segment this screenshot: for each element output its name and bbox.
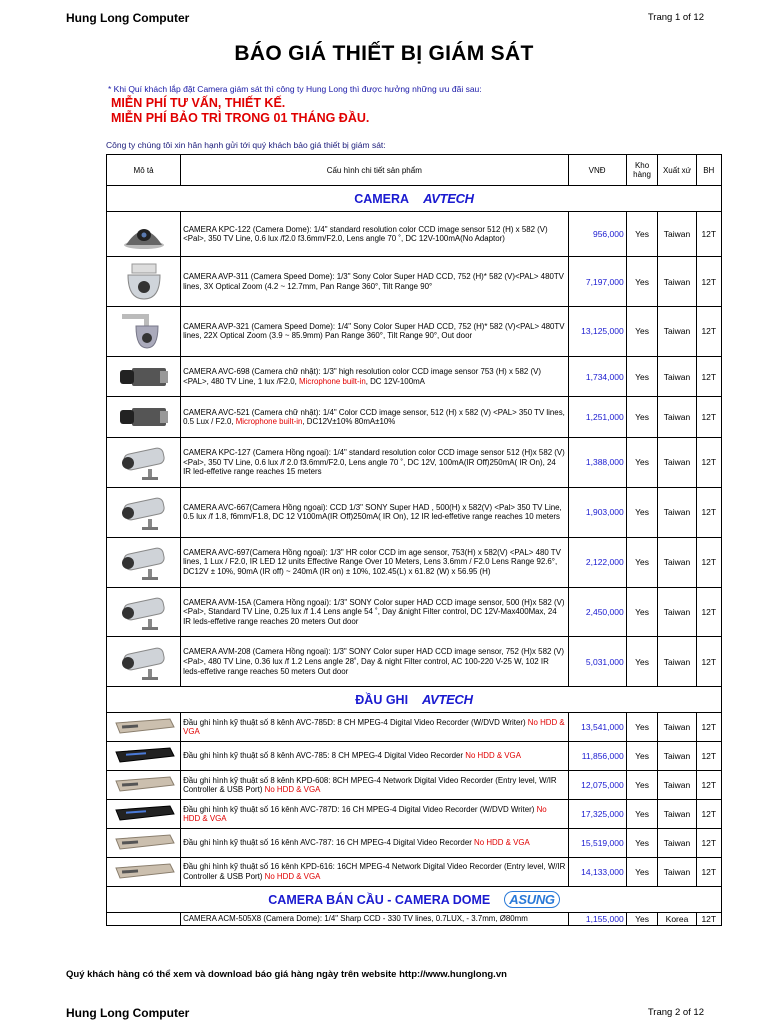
table-row	[107, 257, 722, 307]
product-stock: Yes	[626, 713, 658, 742]
table-row	[107, 771, 722, 800]
box-camera-icon	[109, 400, 178, 434]
product-price: 2,450,000	[568, 587, 626, 637]
section-title: ĐẦU GHI	[355, 693, 409, 708]
product-price: 13,541,000	[568, 713, 626, 742]
dome-camera-icon	[109, 215, 178, 253]
table-row	[107, 637, 722, 687]
product-stock: Yes	[626, 212, 658, 257]
table-row	[107, 212, 722, 257]
free-maintenance: MIỄN PHÍ BẢO TRÌ TRONG 01 THÁNG ĐẦU.	[111, 111, 370, 125]
product-origin: Taiwan	[658, 257, 696, 307]
brand-logo: ASUNG	[504, 891, 559, 908]
header-price: VNĐ	[568, 155, 626, 186]
product-origin: Taiwan	[658, 800, 696, 829]
next-page-number: Trang 2 of 12	[647, 1007, 704, 1018]
page-number: Trang 1 of 12	[647, 12, 704, 23]
product-desc	[181, 212, 568, 257]
product-warranty: 12T	[696, 438, 721, 488]
product-image-cell	[107, 858, 181, 887]
product-image-cell	[107, 438, 181, 488]
product-desc	[181, 587, 568, 637]
product-stock: Yes	[626, 800, 658, 829]
product-warranty: 12T	[696, 742, 721, 771]
product-desc	[181, 742, 568, 771]
table-row	[107, 356, 722, 397]
table-row	[107, 587, 722, 637]
product-price: 11,856,000	[568, 742, 626, 771]
product-desc	[181, 913, 568, 926]
product-desc	[181, 537, 568, 587]
product-stock: Yes	[626, 587, 658, 637]
product-price: 17,325,000	[568, 800, 626, 829]
product-stock: Yes	[626, 307, 658, 357]
product-origin: Taiwan	[658, 829, 696, 858]
price-table	[106, 154, 722, 926]
table-row	[107, 487, 722, 537]
section-title-cell	[107, 887, 722, 913]
product-image-cell	[107, 356, 181, 397]
header-origin: Xuất xứ	[658, 155, 696, 186]
table-row	[107, 713, 722, 742]
product-note-red: Microphone built-in	[235, 417, 303, 427]
product-stock: Yes	[626, 771, 658, 800]
product-image-cell	[107, 742, 181, 771]
product-price: 15,519,000	[568, 829, 626, 858]
dvr-silver-icon	[109, 831, 178, 855]
product-stock: Yes	[626, 438, 658, 488]
dvr-silver-icon	[109, 773, 178, 797]
product-origin: Taiwan	[658, 307, 696, 357]
product-stock: Yes	[626, 257, 658, 307]
product-desc	[181, 771, 568, 800]
product-stock: Yes	[626, 637, 658, 687]
product-warranty: 12T	[696, 637, 721, 687]
product-desc-text: Đầu ghi hình kỹ thuật số 8 kênh AVC-785D: 8 CH MPEG-4 Digital Video Recorder (W/DVD Writer)	[183, 717, 528, 727]
product-image-cell	[107, 713, 181, 742]
product-warranty: 12T	[696, 858, 721, 887]
product-origin: Taiwan	[658, 212, 696, 257]
product-warranty: 12T	[696, 257, 721, 307]
product-stock: Yes	[626, 858, 658, 887]
table-row	[107, 913, 722, 926]
product-image-cell	[107, 257, 181, 307]
product-desc-text: Đầu ghi hình kỹ thuật số 8 kênh AVC-785: 8 CH MPEG-4 Digital Video Recorder	[183, 751, 466, 761]
product-desc-text: CAMERA AVM-208 (Camera Hồng ngoại): 1/3" SONY Color super HAD CCD image sensor, 752 (H)x 582 (V)<Pal>, 480 TV Line, 0.36 lux /f 1.2 Lens angle 28˚, Day & night Filter control, AC 100-220 V-25 W, 102 IR leds-effetive range reaches 50 meters Out door	[183, 647, 565, 676]
product-stock: Yes	[626, 356, 658, 397]
product-price: 13,125,000	[568, 307, 626, 357]
product-note-red: No HDD & VGA	[264, 785, 321, 795]
product-stock: Yes	[626, 829, 658, 858]
product-origin: Taiwan	[658, 858, 696, 887]
product-price: 7,197,000	[568, 257, 626, 307]
product-origin: Taiwan	[658, 537, 696, 587]
product-warranty: 12T	[696, 713, 721, 742]
product-image-cell	[107, 771, 181, 800]
product-desc-text: CAMERA AVC-667(Camera Hồng ngoại): CCD 1/3" SONY Super HAD , 500(H) x 582(V) <Pal> 350 TV Line, 0.5 lux /f 1.8, f6mm/F1.8, DC 12 V100mA(IR Off)250mA( IR On), 12 IR led-effetive range reaches 10 meters	[183, 502, 562, 522]
promo-note: * Khi Quí khách lắp đặt Camera giám sát thì công ty Hung Long thì được hưởng những ưu đãi sau:	[108, 84, 482, 94]
section-header-row	[107, 887, 722, 913]
product-image-cell	[107, 829, 181, 858]
product-origin: Taiwan	[658, 356, 696, 397]
product-desc	[181, 800, 568, 829]
product-origin: Taiwan	[658, 713, 696, 742]
box-camera-icon	[109, 360, 178, 394]
product-origin: Korea	[658, 913, 696, 926]
product-note-red: No HDD & VGA	[183, 804, 547, 824]
product-origin: Taiwan	[658, 771, 696, 800]
product-desc	[181, 438, 568, 488]
product-desc-tail: , DC12V±10% 80mA±10%	[302, 417, 396, 427]
table-row	[107, 307, 722, 357]
product-price: 1,251,000	[568, 397, 626, 438]
product-warranty: 12T	[696, 771, 721, 800]
header-stock: Kho hàng	[626, 155, 658, 186]
product-origin: Taiwan	[658, 742, 696, 771]
product-desc-text: Đầu ghi hình kỹ thuật số 16 kênh KPD-616: 16CH MPEG-4 Network Digital Video Recorder (Entry level, W/IR Controller & USB Port)	[183, 862, 566, 882]
intro-text: Công ty chúng tôi xin hân hạnh gửi tới quý khách bảo giá thiết bị giám sát:	[106, 140, 386, 150]
section-title-cell	[107, 687, 722, 713]
outdoor-speed-dome-icon	[109, 310, 178, 352]
product-desc-text: Đầu ghi hình kỹ thuật số 8 kênh KPD-608: 8CH MPEG-4 Network Digital Video Recorder (Entry level, W/IR Controller & USB Port)	[183, 775, 557, 795]
section-title-cell	[107, 186, 722, 212]
product-desc-text: CAMERA AVM-15A (Camera Hồng ngoại): 1/3" SONY Color super HAD CCD image sensor, 500 (H)x 582 (V)<Pal>, Standard TV Line, 0.25 lux /f 1.4 Lens angle 54 ˚, Day &night Filter control, DC 12V-Max400Max, 24 IR leds-effetive range reaches 20 meters Out door	[183, 597, 565, 626]
brand-logo: AVTECH	[422, 692, 473, 708]
product-price: 1,388,000	[568, 438, 626, 488]
product-desc-text: Đầu ghi hình kỹ thuật số 16 kênh AVC-787: 16 CH MPEG-4 Digital Video Recorder	[183, 838, 475, 848]
next-page-header: Hung Long Computer	[66, 1006, 190, 1020]
dvr-black-icon	[109, 802, 178, 826]
table-row	[107, 800, 722, 829]
product-desc	[181, 356, 568, 397]
product-origin: Taiwan	[658, 487, 696, 537]
ir-bullet-camera-icon	[109, 591, 178, 633]
product-price: 5,031,000	[568, 637, 626, 687]
product-desc-text: CAMERA AVC-697(Camera Hồng ngoại): 1/3" HR color CCD im age sensor, 753(H) x 582(V) <PAL> 480 TV lines, 1 Lux / F2.0, IR LED 12 units Effective Range Over 10 Meters, Lens 3.6mm / F2.0 Lens Range 92.6°, DC12V ± 10%, 90mA (IR off) ~ 240mA (IR on) ± 10%, 102.45(L) x 61.82 (W) x 56.95 (H)	[183, 547, 561, 576]
header-config: Cấu hình chi tiết sản phẩm	[181, 155, 568, 186]
product-image-cell	[107, 800, 181, 829]
dvr-black-icon	[109, 744, 178, 768]
product-desc-text: Đầu ghi hình kỹ thuật số 16 kênh AVC-787D: 16 CH MPEG-4 Digital Video Recorder (W/DVD Writer)	[183, 804, 537, 814]
product-desc	[181, 829, 568, 858]
product-origin: Taiwan	[658, 397, 696, 438]
product-desc	[181, 397, 568, 438]
product-warranty: 12T	[696, 356, 721, 397]
product-warranty: 12T	[696, 537, 721, 587]
product-stock: Yes	[626, 397, 658, 438]
product-desc	[181, 257, 568, 307]
product-desc-tail: , DC 12V-100mA	[365, 376, 425, 386]
ir-bullet-camera-icon	[109, 541, 178, 583]
product-note-red: No HDD & VGA	[474, 838, 530, 848]
product-image-cell	[107, 637, 181, 687]
product-desc	[181, 487, 568, 537]
table-row	[107, 537, 722, 587]
product-origin: Taiwan	[658, 438, 696, 488]
product-stock: Yes	[626, 742, 658, 771]
product-note-red: No HDD & VGA	[465, 751, 521, 761]
product-desc-text: CAMERA AVC-698 (Camera chữ nhật): 1/3" high resolution color CCD image sensor 753 (H) x 582 (V)<PAL>, 480 TV Line, 1 lux /F2.0,	[183, 367, 541, 386]
product-image-cell	[107, 537, 181, 587]
ir-bullet-camera-icon	[109, 441, 178, 483]
product-origin: Taiwan	[658, 587, 696, 637]
product-image-cell	[107, 487, 181, 537]
section-header-row	[107, 186, 722, 212]
product-stock: Yes	[626, 487, 658, 537]
header-warranty: BH	[696, 155, 721, 186]
product-desc	[181, 307, 568, 357]
table-row	[107, 397, 722, 438]
table-header-row	[107, 155, 722, 186]
product-desc-text: CAMERA ACM-505X8 (Camera Dome): 1/4" Sharp CCD - 330 TV lines, 0.7LUX, - 3.7mm, Ø80mm	[183, 914, 528, 924]
section-header-row	[107, 687, 722, 713]
product-price: 12,075,000	[568, 771, 626, 800]
ir-bullet-camera-icon	[109, 641, 178, 683]
product-image-cell	[107, 397, 181, 438]
product-warranty: 12T	[696, 307, 721, 357]
product-warranty: 12T	[696, 800, 721, 829]
table-row	[107, 742, 722, 771]
header-desc: Mô tả	[107, 155, 181, 186]
product-warranty: 12T	[696, 212, 721, 257]
table-row	[107, 858, 722, 887]
page-title: BÁO GIÁ THIẾT BỊ GIÁM SÁT	[234, 42, 534, 65]
product-note-red: No HDD & VGA	[183, 717, 565, 737]
product-image-cell	[107, 913, 181, 926]
dvr-silver-icon	[109, 860, 178, 884]
product-price: 1,155,000	[568, 913, 626, 926]
brand-logo: AVTECH	[423, 191, 474, 206]
product-image-cell	[107, 587, 181, 637]
product-price: 2,122,000	[568, 537, 626, 587]
product-price: 1,903,000	[568, 487, 626, 537]
free-consulting: MIỄN PHÍ TƯ VẤN, THIẾT KẾ.	[111, 96, 286, 110]
section-title: CAMERA BÁN CẦU - CAMERA DOME	[268, 893, 491, 908]
product-warranty: 12T	[696, 913, 721, 926]
product-price: 14,133,000	[568, 858, 626, 887]
product-stock: Yes	[626, 537, 658, 587]
product-price: 1,734,000	[568, 356, 626, 397]
product-warranty: 12T	[696, 829, 721, 858]
company-header: Hung Long Computer	[66, 11, 190, 25]
speed-dome-camera-icon	[109, 261, 178, 303]
product-desc	[181, 637, 568, 687]
product-desc-text: CAMERA AVP-311 (Camera Speed Dome): 1/3" Sony Color Super HAD CCD, 752 (H)* 582 (V)<PAL> 480TV lines, 3X Optical Zoom (4.2 ~ 12.7mm, Pan Range 360°, Tilt Range 90°	[183, 272, 564, 291]
product-image-cell	[107, 212, 181, 257]
product-price: 956,000	[568, 212, 626, 257]
product-stock: Yes	[626, 913, 658, 926]
product-note-red: No HDD & VGA	[264, 872, 321, 882]
product-desc	[181, 713, 568, 742]
product-note-red: Microphone built-in	[299, 376, 366, 386]
ir-bullet-camera-icon	[109, 491, 178, 533]
product-desc	[181, 858, 568, 887]
table-row	[107, 829, 722, 858]
product-warranty: 12T	[696, 487, 721, 537]
product-warranty: 12T	[696, 587, 721, 637]
section-title: CAMERA	[354, 192, 410, 206]
product-origin: Taiwan	[658, 637, 696, 687]
product-desc-text: CAMERA AVC-521 (Camera chữ nhật): 1/4" Color CCD image sensor, 512 (H) x 582 (V) <PAL> 350 TV lines, 0.5 Lux / F2.0,	[183, 407, 565, 427]
footer-note: Quý khách hàng có thể xem và download báo giá hàng ngày trên website http://www.hunglong.vn	[66, 969, 507, 980]
product-desc-text: CAMERA KPC-122 (Camera Dome): 1/4" standard resolution color CCD image sensor 512 (H) x 582 (V) <Pal>, 350 TV Line, 0.6 lux /f2.0 f3.6mm/F2.0, Lens angle 70 ˚, DC 12V-100mA(No Adaptor)	[183, 224, 548, 244]
product-desc-text: CAMERA AVP-321 (Camera Speed Dome): 1/4" Sony Color Super HAD CCD, 752 (H)* 582 (V)<PAL> 480TV lines, 22X Optical Zoom (3.9 ~ 85.9mm) Pan Range 360°, Tilt Range 90°, Out door	[183, 321, 565, 341]
product-warranty: 12T	[696, 397, 721, 438]
table-row	[107, 438, 722, 488]
product-desc-text: CAMERA KPC-127 (Camera Hồng ngoại): 1/4" standard resolution color CCD image sensor 512 (H)x 582 (V)<Pal>, 350 TV Line, 0.6 lux /f 2.0 f3.6mm/F2.0, Lens angle 70 ˚, DC 12V, 100mA(IR Off)250mA( IR On), 24 IR led-effetive range reaches 15 meters	[183, 448, 565, 477]
dvr-silver-icon	[109, 715, 178, 739]
product-image-cell	[107, 307, 181, 357]
